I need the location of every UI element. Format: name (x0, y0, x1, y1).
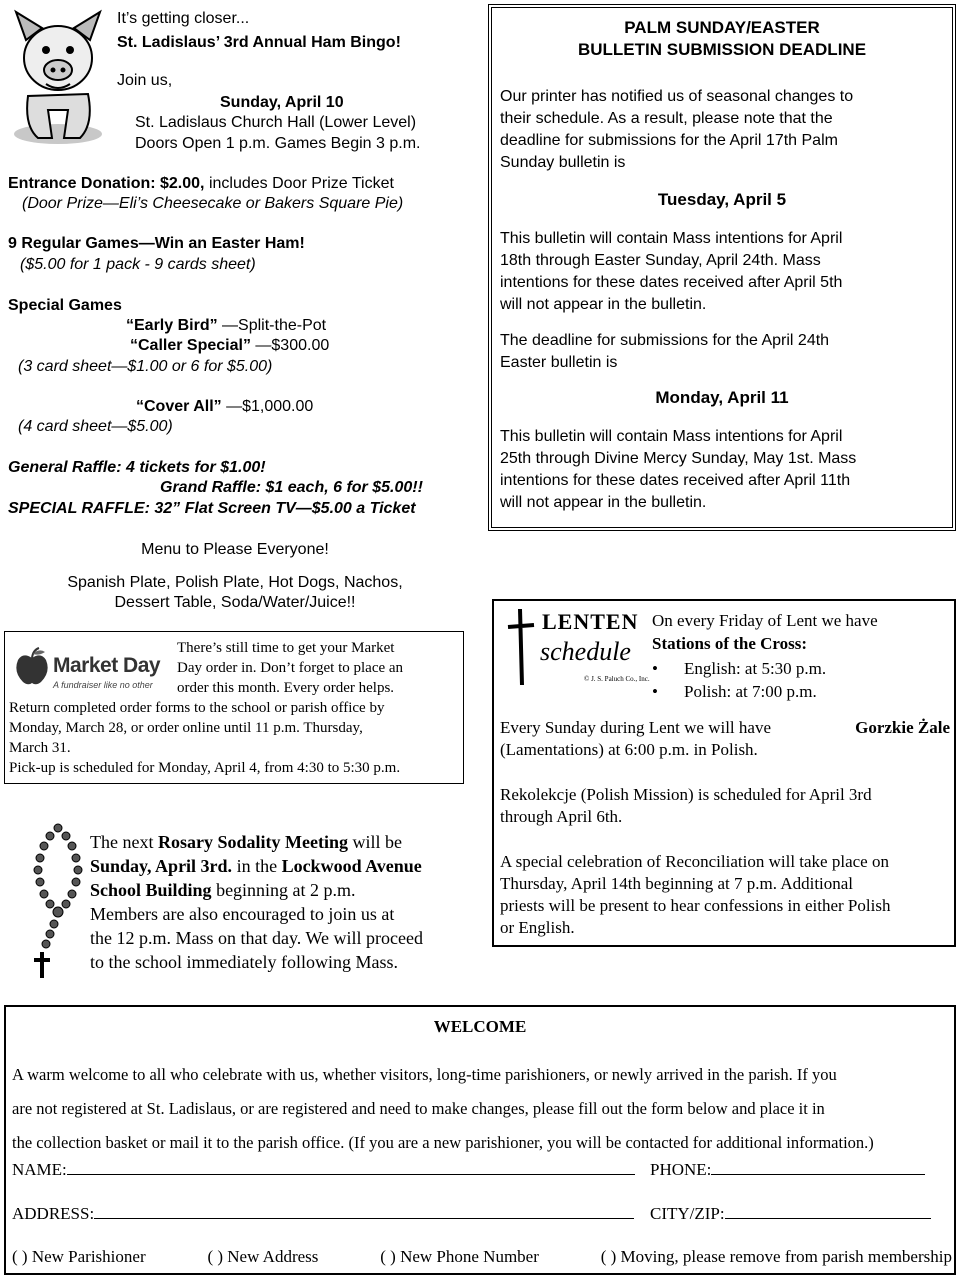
cover-all: “Cover All” —$1,000.00 (136, 398, 314, 415)
deadline-para-4: This bulletin will contain Mass intentions for April 25th through Divine Mercy Sunday, May 1st. Mass intentions for these dates received after April 11th will not appear in the bulletin. (500, 428, 857, 511)
name-field[interactable]: NAME: (12, 1160, 635, 1180)
menu-line-1: Spanish Plate, Polish Plate, Hot Dogs, Nachos, (67, 574, 403, 591)
deadline-title-1: PALM SUNDAY/EASTER (624, 18, 820, 37)
rosary-icon (28, 822, 88, 980)
caller-special: “Caller Special” —$300.00 (130, 337, 330, 354)
bingo-date: Sunday, April 10 (220, 94, 344, 111)
lenten-schedule-logo: LENTEN schedule © J. S. Paluch Co., Inc. (506, 607, 646, 687)
market-day-logo: Market Day A fundraiser like no other (11, 638, 171, 696)
deadline-date-2: Monday, April 11 (655, 388, 789, 407)
regular-price: ($5.00 for 1 pack - 9 cards sheet) (20, 256, 256, 273)
cross-icon (506, 607, 536, 687)
menu-title: Menu to Please Everyone! (141, 541, 329, 558)
four-card-price: (4 card sheet—$5.00) (18, 418, 173, 435)
membership-options (12, 1247, 952, 1267)
option-moving[interactable]: ( ) Moving, please remove from parish membership (600, 1247, 952, 1266)
market-day-box (4, 631, 464, 784)
rosary-text: The next Rosary Sodality Meeting will be Sunday, April 3rd. in the Lockwood Avenue School Building beginning at 2 p.m. Members are also encouraged to join us at the 12 p.m. Mass on that day. We will proceed to the school immediately following Mass. (90, 832, 423, 972)
bingo-join: Join us, (117, 72, 173, 89)
deadline-para-2: This bulletin will contain Mass intentions for April 18th through Easter Sunday, April 24th. Mass intentions for these dates received after April 5th will not appear in the bulletin. (500, 230, 843, 313)
welcome-box (4, 1005, 956, 1275)
market-day-pickup: Pick-up is scheduled for Monday, April 4, from 4:30 to 5:30 p.m. (9, 760, 401, 776)
phone-field[interactable]: PHONE: (650, 1160, 925, 1180)
bingo-title: St. Ladislaus’ 3rd Annual Ham Bingo! (117, 34, 401, 51)
menu-line-2: Dessert Table, Soda/Water/Juice!! (114, 594, 356, 611)
deadline-title-2: BULLETIN SUBMISSION DEADLINE (577, 40, 867, 59)
rekolekcje: Rekolekcje (Polish Mission) is scheduled for April 3rd through April 6th. (500, 785, 872, 826)
city-zip-field[interactable]: CITY/ZIP: (650, 1204, 931, 1224)
apple-icon (15, 646, 49, 686)
lent-intro: On every Friday of Lent we have (652, 611, 878, 630)
welcome-title: WELCOME (433, 1017, 527, 1036)
market-day-message: There’s still time to get your Market Day order in. Don’t forget to place an order this month. Every order helps. (177, 640, 404, 696)
door-prize: (Door Prize—Eli’s Cheesecake or Bakers Square Pie) (22, 195, 404, 212)
list-item: • English: at 5:30 p.m. (652, 657, 826, 680)
special-games: Special Games (8, 297, 122, 314)
address-field[interactable]: ADDRESS: (12, 1204, 634, 1224)
bingo-intro: It’s getting closer... (117, 10, 250, 27)
deadline-box (488, 4, 956, 531)
regular-games: 9 Regular Games—Win an Easter Ham! (8, 235, 305, 252)
lent-box (492, 599, 956, 947)
option-new-parishioner[interactable]: ( ) New Parishioner (12, 1247, 146, 1266)
deadline-date-1: Tuesday, April 5 (657, 190, 787, 209)
option-new-phone[interactable]: ( ) New Phone Number (380, 1247, 539, 1266)
entrance-donation: Entrance Donation: $2.00, includes Door Prize Ticket (8, 175, 394, 192)
early-bird: “Early Bird” —Split-the-Pot (126, 317, 327, 334)
general-raffle: General Raffle: 4 tickets for $1.00! (8, 459, 266, 476)
bingo-times: Doors Open 1 p.m. Games Begin 3 p.m. (135, 135, 421, 152)
reconciliation: A special celebration of Reconciliation will take place on Thursday, April 14th beginning at 7 p.m. Additional priests will be present to hear confessions in either Polish or English. (500, 852, 891, 937)
deadline-para-1: Our printer has notified us of seasonal changes to their schedule. As a result, please note that the deadline for submissions for the April 17th Palm Sunday bulletin is (500, 88, 854, 171)
deadline-para-3: The deadline for submissions for the April 24th Easter bulletin is (500, 332, 830, 371)
three-card-price: (3 card sheet—$1.00 or 6 for $5.00) (18, 358, 273, 375)
stations-title: Stations of the Cross: (652, 634, 808, 653)
list-item: • Polish: at 7:00 p.m. (652, 680, 826, 703)
option-new-address[interactable]: ( ) New Address (207, 1247, 319, 1266)
stations-list (652, 657, 826, 703)
welcome-text: A warm welcome to all who celebrate with us, whether visitors, long-time parishioners, or newly arrived in the parish. If you are not registered at St. Ladislaus, or are registered and need to make changes, please fill out the form below and place it in the collection basket or mail it to the parish office. (If you are a new parishioner, you will be contacted for additional information.) (12, 1065, 874, 1152)
bingo-location: St. Ladislaus Church Hall (Lower Level) (135, 114, 417, 131)
special-raffle: SPECIAL RAFFLE: 32” Flat Screen TV—$5.00 a Ticket (8, 500, 416, 517)
market-day-return: Return completed order forms to the school or parish office by Monday, March 28, or order online until 11 p.m. Thursday, March 31. (9, 700, 385, 756)
pig-icon (8, 6, 108, 146)
gorzkie-zale: Every Sunday during Lent we will have Gorzkie Żale (Lamentations) at 6:00 p.m. in Polish. (500, 718, 950, 759)
grand-raffle: Grand Raffle: $1 each, 6 for $5.00!! (160, 479, 423, 496)
